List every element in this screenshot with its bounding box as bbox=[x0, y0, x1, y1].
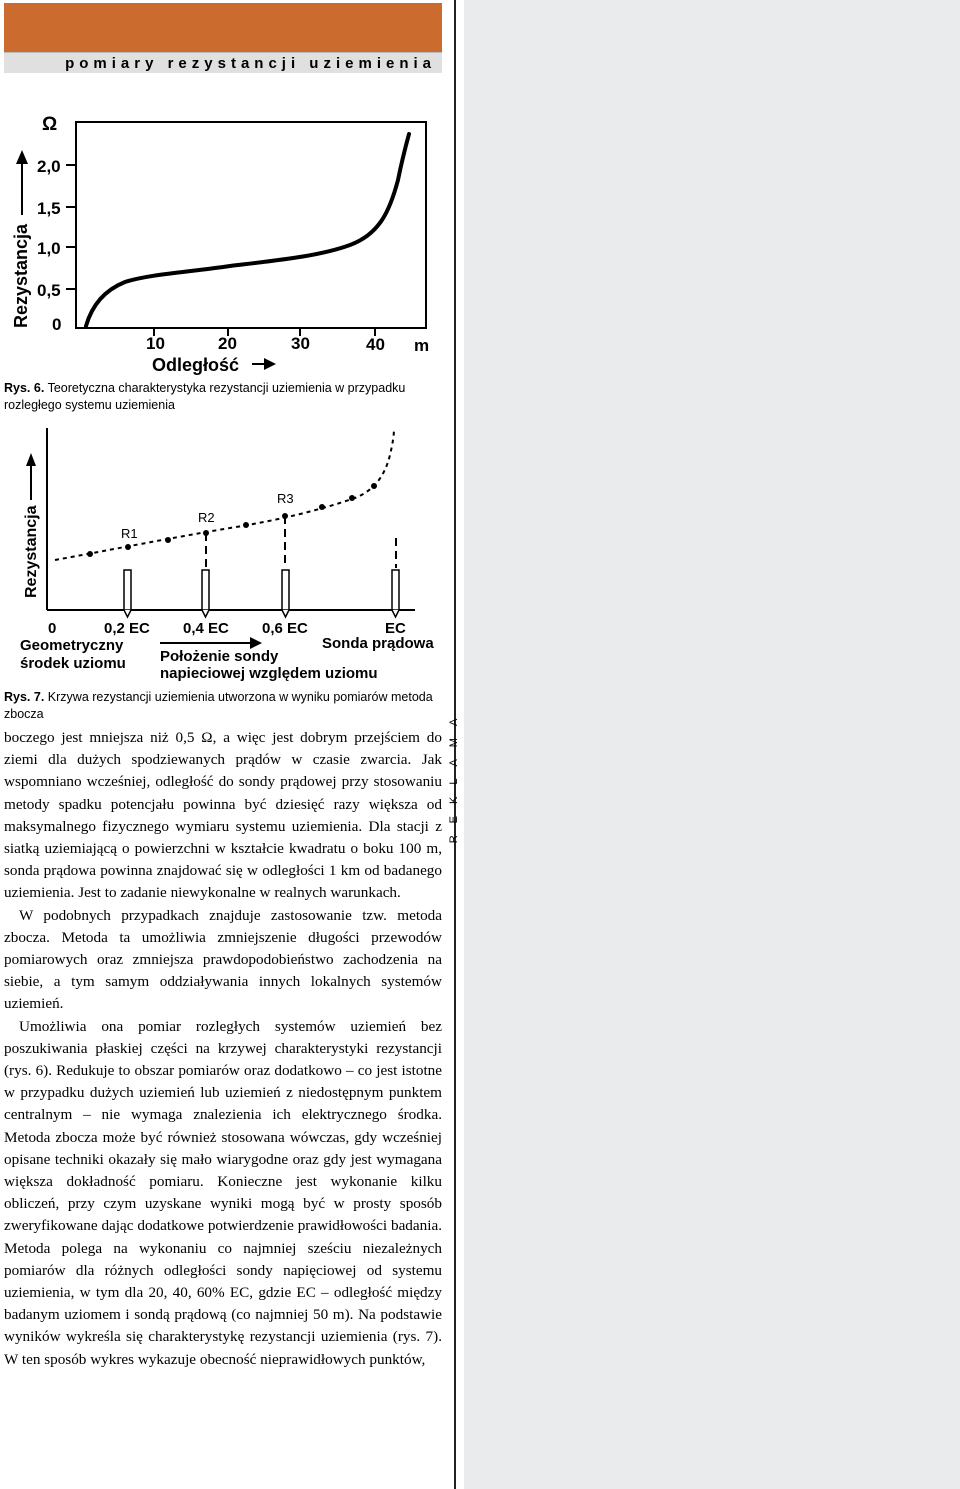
fig6-ylabel: Rezystancja bbox=[11, 223, 31, 328]
fig7-xtick-label: EC bbox=[385, 620, 406, 637]
fig6-xtick-label: 20 bbox=[218, 334, 237, 353]
fig7-xtick-label: 0,6 EC bbox=[262, 620, 308, 637]
fig6-yunit: Ω bbox=[42, 114, 58, 135]
body-paragraph: Umożliwia ona pomiar rozległych systemów uziemień bez poszukiwania płaskiej części na krzywej charakterystyki rezystancji (rys. 6). Redukuje to obszar pomiarów oraz dodatkowo – co jest istotne w przypadku dużych uziemień lub uziemień z niedostępnym punktem centralnym – nie wymaga znalezienia ich elektrycznego środka. Metoda zbocza może być również stosowana wówczas, gdy wcześniej opisane techniki okazały się mało wiarygodne oraz gdy jest wymagana większa dokładność pomiaru. Konieczne jest wykonanie kilku obliczeń, przy czym uzyskane wyniki mogą być w prosty sposób zweryfikowane dając dodatkowe potwierdzenie prawidłowości badania. Metoda polega na wykonaniu co najmniej sześciu niezależnych pomiarów dla różnych odległości sondy napięciowej od systemu uziemienia, w tym dla 20, 40, 60% EC, gdzie EC – odległość między badanym uziomem i sondą prądową (co najmniej 50 m). Na podstawie wyników wykreśla się charakterystykę rezystancji uziemienia (rys. 7). W ten sposób wykres wykazuje obecność nieprawidłowych punktów, bbox=[4, 1017, 442, 1368]
fig6-xtick-label: 30 bbox=[291, 334, 310, 353]
fig6-ytick-label: 1,0 bbox=[37, 239, 61, 258]
body-paragraph: boczego jest mniejsza niż 0,5 Ω, a więc jest dobrym przejściem do ziemi dla dużych spodziewanych prądów w czasie zwarcia. Jak wspomniano wcześniej, odległość do sondy prądowej przy stosowaniu metody spadku potencjału powinna być dziesięć razy większa od maksymalnego fizycznego wymiaru systemu uziemienia. Dla stacji z siatką uziemiającą o powierzchni w kształcie kwadratu o boku 100 m, sonda prądowa powinna znajdować się w odległości 1 km od badanego uziemienia. Jest to zadanie niewykonalne w realnych warunkach. bbox=[4, 729, 442, 902]
fig7-data-point bbox=[243, 522, 249, 528]
fig6-yaxis-arrowhead bbox=[16, 150, 28, 164]
fig7-center-label: Geometryczny bbox=[20, 637, 124, 654]
fig7-position-label: Położenie sondy bbox=[160, 648, 279, 665]
fig6-resistance-curve bbox=[86, 134, 409, 326]
fig6-ytick-label: 2,0 bbox=[37, 157, 61, 176]
fig7-probe bbox=[202, 570, 209, 617]
fig7-point-label: R1 bbox=[121, 526, 138, 541]
fig7-position-label: napieciowej względem uziomu bbox=[160, 665, 378, 682]
fig7-ylabel: Rezystancja bbox=[23, 505, 40, 598]
section-title: pomiary rezystancji uziemienia bbox=[65, 55, 436, 72]
advertisement-label: REKLAMA bbox=[448, 706, 460, 844]
fig7-probe bbox=[124, 570, 131, 617]
figure-6-caption: Rys. 6. Teoretyczna charakterystyka rezystancji uziemienia w przypadku rozległego systemu uziemienia bbox=[4, 381, 406, 412]
fig6-xaxis-arrowhead bbox=[264, 358, 276, 370]
fig7-data-point bbox=[125, 544, 131, 550]
fig7-xtick-label: 0,2 EC bbox=[104, 620, 150, 637]
fig6-xlabel: Odległość bbox=[152, 355, 240, 375]
fig6-xtick-label: 40 bbox=[366, 335, 385, 354]
fig7-xtick-label: 0,4 EC bbox=[183, 620, 229, 637]
fig6-xtick-label: 10 bbox=[146, 334, 165, 353]
fig7-center-label: środek uziomu bbox=[20, 655, 126, 672]
figure-6-chart bbox=[0, 100, 450, 380]
fig7-point-label: R2 bbox=[198, 510, 215, 525]
fig7-data-point bbox=[165, 537, 171, 543]
fig7-data-point bbox=[87, 551, 93, 557]
fig6-plot-frame bbox=[76, 122, 426, 328]
figure-7-chart bbox=[0, 420, 450, 685]
fig7-data-point bbox=[319, 504, 325, 510]
fig7-data-point bbox=[349, 495, 355, 501]
fig7-probe bbox=[282, 570, 289, 617]
fig7-yaxis-arrowhead bbox=[26, 453, 36, 466]
fig6-ytick-label: 0 bbox=[52, 315, 62, 334]
advertisement-panel bbox=[464, 0, 960, 1489]
fig6-ytick-label: 0,5 bbox=[37, 281, 61, 300]
header-band bbox=[4, 52, 442, 73]
fig7-current-probe-label: Sonda prądowa bbox=[322, 635, 434, 652]
fig7-resistance-curve bbox=[55, 428, 394, 560]
fig6-xunit: m bbox=[414, 336, 430, 355]
fig7-point-label: R3 bbox=[277, 491, 294, 506]
header-bar bbox=[4, 3, 442, 73]
fig6-ytick-label: 1,5 bbox=[37, 199, 61, 218]
body-paragraph: W podobnych przypadkach znajduje zastosowanie tzw. metoda zbocza. Metoda ta umożliwia zmniejszenie długości przewodów pomiarowych oraz zmniejsza prawdopodobieństwo zachodzenia na siebie, a tym samym oddziaływania innych lokalnych systemów uziemień. bbox=[4, 906, 442, 1013]
fig7-origin-label: 0 bbox=[48, 620, 57, 637]
fig7-current-probe bbox=[392, 570, 399, 617]
article-body bbox=[4, 727, 442, 1371]
figure-7-caption: Rys. 7. Krzywa rezystancji uziemienia utworzona w wyniku pomiarów metoda zbocza bbox=[4, 690, 433, 721]
fig7-data-point bbox=[371, 483, 377, 489]
